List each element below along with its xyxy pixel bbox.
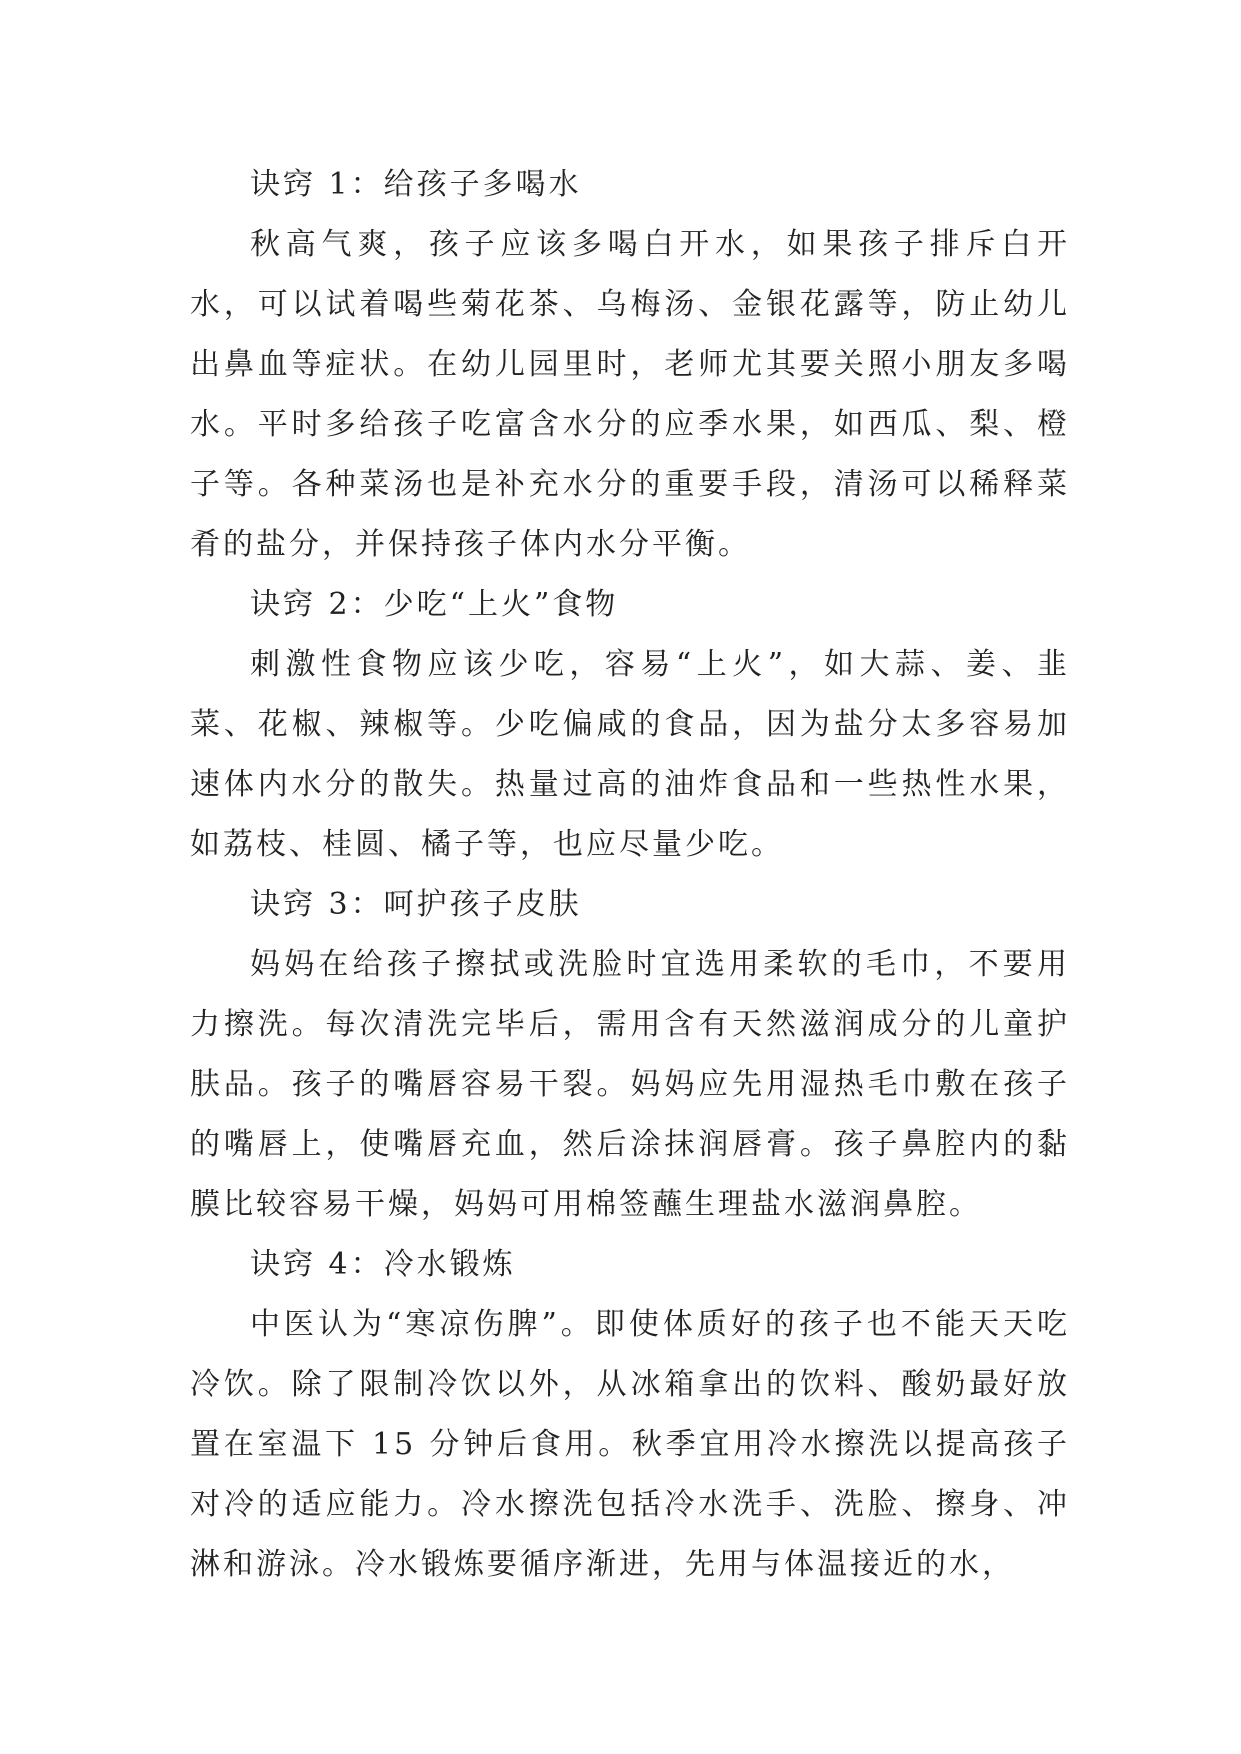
section-heading-2: 诀窍 2：少吃“上火”食物 <box>250 587 619 622</box>
section-paragraph-3: 妈妈在给孩子擦拭或洗脸时宜选用柔软的毛巾，不要用力擦洗。每次清洗完毕后，需用含有天然滋润成分的儿童护肤品。孩子的嘴唇容易干裂。妈妈应先用湿热毛巾敷在孩子的嘴唇上，使嘴唇充血，然后涂抹润唇膏。孩子鼻腔内的黏膜比较容易干燥，妈妈可用棉签蘸生理盐水滋润鼻腔。 <box>190 947 1070 1222</box>
section-paragraph-1: 秋高气爽，孩子应该多喝白开水，如果孩子排斥白开水，可以试着喝些菊花茶、乌梅汤、金银花露等，防止幼儿出鼻血等症状。在幼儿园里时，老师尤其要关照小朋友多喝水。平时多给孩子吃富含水分的应季水果，如西瓜、梨、橙子等。各种菜汤也是补充水分的重要手段，清汤可以稀释菜肴的盐分，并保持孩子体内水分平衡。 <box>190 227 1070 562</box>
section-paragraph-4: 中医认为“寒凉伤脾”。即使体质好的孩子也不能天天吃冷饮。除了限制冷饮以外，从冰箱拿出的饮料、酸奶最好放置在室温下 15 分钟后食用。秋季宜用冷水擦洗以提高孩子对冷的适应能力。冷水擦洗包括冷水洗手、洗脸、擦身、冲淋和游泳。冷水锻炼要循序渐进，先用与体温接近的水， <box>190 1307 1070 1582</box>
section-heading-4: 诀窍 4：冷水锻炼 <box>250 1247 516 1282</box>
section-heading-1: 诀窍 1：给孩子多喝水 <box>250 167 582 202</box>
section-heading-3: 诀窍 3：呵护孩子皮肤 <box>250 887 582 922</box>
document-body <box>190 155 1070 1595</box>
section-paragraph-2: 刺激性食物应该少吃，容易“上火”，如大蒜、姜、韭菜、花椒、辣椒等。少吃偏咸的食品，因为盐分太多容易加速体内水分的散失。热量过高的油炸食品和一些热性水果，如荔枝、桂圆、橘子等，也应尽量少吃。 <box>190 647 1070 862</box>
